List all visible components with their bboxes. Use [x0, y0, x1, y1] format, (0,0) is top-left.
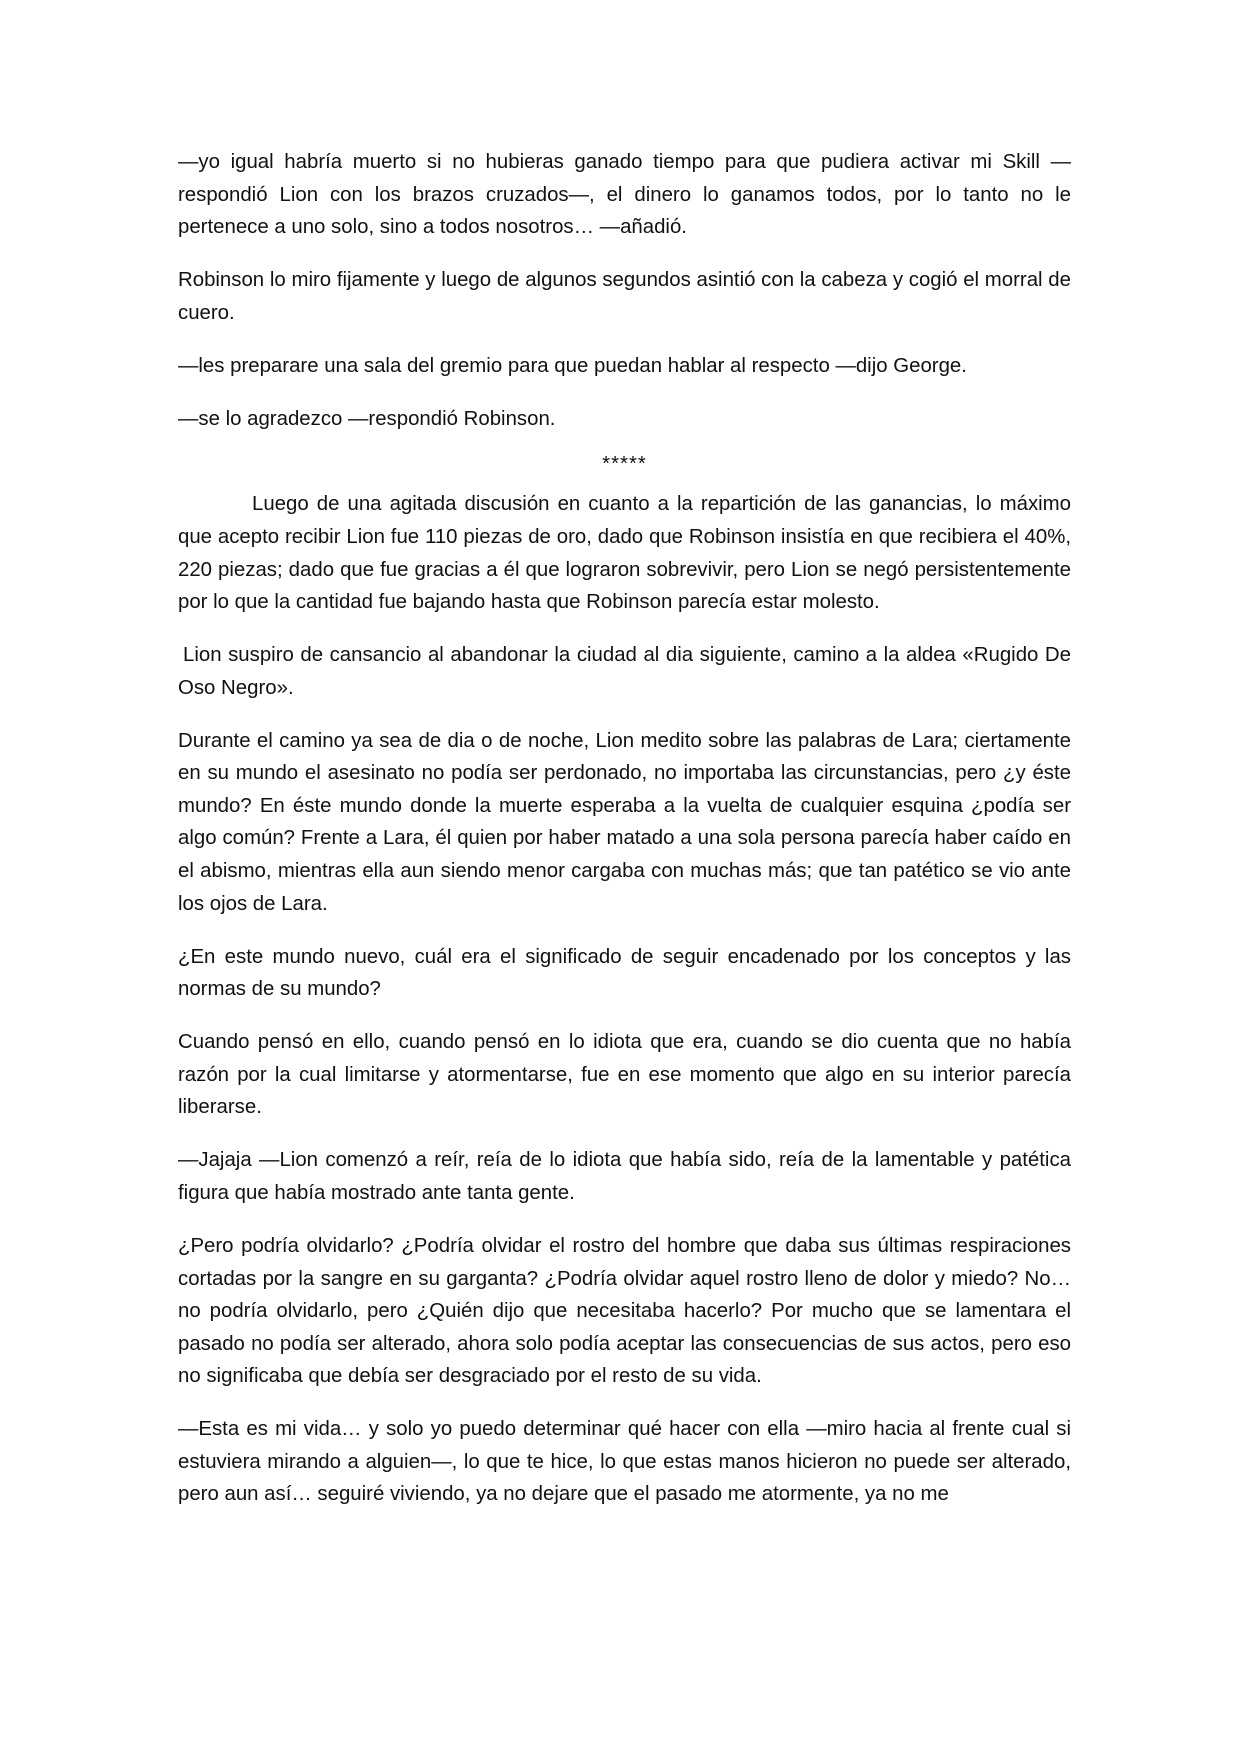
paragraph-10: —Jajaja —Lion comenzó a reír, reía de lo idiota que había sido, reía de la lamentable y patética figura que había mostrado ante tanta gente. — [178, 1149, 1071, 1204]
document-page — [178, 146, 1071, 1511]
paragraph-1: —yo igual habría muerto si no hubieras ganado tiempo para que pudiera activar mi Skill —respondió Lion con los brazos cruzados—, el dinero lo ganamos todos, por lo tanto no le pertenece a uno solo, sino a todos nosotros… —añadió. — [178, 151, 1071, 239]
paragraph-6: Lion suspiro de cansancio al abandonar la ciudad al dia siguiente, camino a la aldea «Rugido De Oso Negro». — [178, 644, 1071, 699]
paragraph-7: Durante el camino ya sea de dia o de noche, Lion medito sobre las palabras de Lara; ciertamente en su mundo el asesinato no podía ser perdonado, no importaba las circunstancias, pero ¿y éste mundo? En éste mundo donde la muerte esperaba a la vuelta de cualquier esquina ¿podía ser algo común? Frente a Lara, él quien por haber matado a una sola persona parecía haber caído en el abismo, mientras ella aun siendo menor cargaba con muchas más; que tan patético se vio ante los ojos de Lara. — [178, 729, 1071, 915]
paragraph-12: —Esta es mi vida… y solo yo puedo determinar qué hacer con ella —miro hacia al frente cual si estuviera mirando a alguien—, lo que te hice, lo que estas manos hicieron no puede ser alterado, pero aun así… seguiré viviendo, ya no dejare que el pasado me atormente, ya no me — [178, 1418, 1071, 1506]
paragraph-2: Robinson lo miro fijamente y luego de algunos segundos asintió con la cabeza y cogió el morral de cuero. — [178, 269, 1071, 324]
paragraph-8: ¿En este mundo nuevo, cuál era el significado de seguir encadenado por los conceptos y las normas de su mundo? — [178, 945, 1071, 1001]
scene-separator: ***** — [602, 452, 647, 475]
paragraph-3: —les preparare una sala del gremio para que puedan hablar al respecto —dijo George. — [178, 354, 967, 377]
paragraph-4: —se lo agradezco —respondió Robinson. — [178, 407, 556, 430]
paragraph-5: Luego de una agitada discusión en cuanto a la repartición de las ganancias, lo máximo que acepto recibir Lion fue 110 piezas de oro, dado que Robinson insistía en que recibiera el 40%, 220 piezas; dado que fue gracias a él que lograron sobrevivir, pero Lion se negó persistentemente por lo que la cantidad fue bajando hasta que Robinson parecía estar molesto. — [178, 493, 1071, 614]
paragraph-11: ¿Pero podría olvidarlo? ¿Podría olvidar el rostro del hombre que daba sus últimas respiraciones cortadas por la sangre en su garganta? ¿Podría olvidar aquel rostro lleno de dolor y miedo? No… no podría olvidarlo, pero ¿Quién dijo que necesitaba hacerlo? Por mucho que se lamentara el pasado no podía ser alterado, ahora solo podía aceptar las consecuencias de sus actos, pero eso no significaba que debía ser desgraciado por el resto de su vida. — [178, 1234, 1071, 1388]
paragraph-9: Cuando pensó en ello, cuando pensó en lo idiota que era, cuando se dio cuenta que no había razón por la cual limitarse y atormentarse, fue en ese momento que algo en su interior parecía liberarse. — [178, 1031, 1071, 1119]
